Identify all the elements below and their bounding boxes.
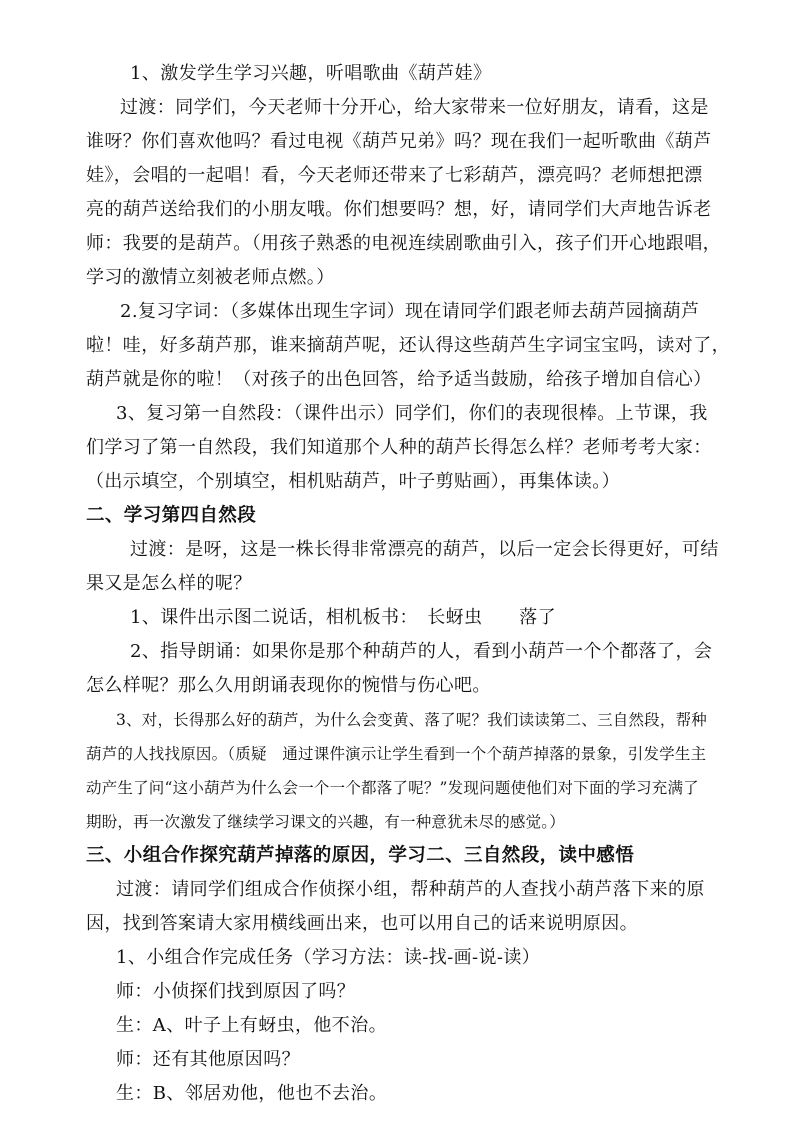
paragraph-line: 1、小组合作完成任务（学习方法：读-找-画-说-读） (116, 947, 541, 968)
paragraph-line: 期盼，再一次激发了继续学习课文的兴趣，有一种意犹未尽的感觉。） (86, 813, 565, 831)
paragraph-line: 1、激发学生学习兴趣，听唱歌曲《葫芦娃》 (130, 63, 492, 84)
paragraph-line: 2.复习字词：（多媒体出现生字词）现在请同学们跟老师去葫芦园摘葫芦 (120, 301, 700, 322)
paragraph-line: 葫芦的人找找原因。（质疑 通过课件演示让学生看到一个个葫芦掉落的景象，引发学生主 (86, 745, 707, 763)
section-heading: 二、学习第四自然段 (86, 505, 257, 526)
dialogue-line: 生：A、叶子上有蚜虫，他不治。 (116, 1015, 387, 1036)
paragraph-line: 啦！哇，好多葫芦那，谁来摘葫芦呢，还认得这些葫芦生字词宝宝吗，读对了， (86, 335, 730, 356)
paragraph-line: 2、指导朗诵：如果你是那个种葫芦的人，看到小葫芦一个个都落了，会 (130, 641, 713, 662)
paragraph-line: 动产生了问“这小葫芦为什么会一个一个都落了呢？”发现问题使他们对下面的学习充满了 (86, 779, 699, 797)
dialogue-line: 师：还有其他原因吗？ (116, 1049, 300, 1070)
paragraph-line: （出示填空，个别填空，相机贴葫芦，叶子剪贴画），再集体读。） (86, 471, 620, 492)
paragraph-line: 1、课件出示图二说话，相机板书： 长蚜虫 落了 (130, 607, 557, 628)
paragraph-line: 果又是怎么样的呢？ (86, 573, 252, 594)
paragraph-line: 娃》，会唱的一起唱！看，今天老师还带来了七彩葫芦，漂亮吗？老师想把漂 (86, 165, 703, 186)
paragraph-line: 亮的葫芦送给我们的小朋友哦。你们想要吗？想，好，请同学们大声地告诉老 (86, 199, 712, 220)
paragraph-line: 谁呀？你们喜欢他吗？看过电视《葫芦兄弟》吗？现在我们一起听歌曲《葫芦 (86, 131, 712, 152)
dialogue-line: 师：小侦探们找到原因了吗？ (116, 981, 356, 1002)
paragraph-line: 们学习了第一自然段，我们知道那个人种的葫芦长得怎么样？老师考考大家： (86, 437, 712, 458)
paragraph-line: 过渡：请同学们组成合作侦探小组，帮种葫芦的人查找小葫芦落下来的原 (116, 879, 705, 900)
paragraph-line: 师：我要的是葫芦。（用孩子熟悉的电视连续剧歌曲引入，孩子们开心地跟唱， (86, 233, 721, 254)
paragraph-line: 学习的激情立刻被老师点燃。） (86, 267, 335, 288)
paragraph-line: 3、复习第一自然段：（课件出示）同学们，你们的表现很棒。上节课，我 (116, 403, 708, 424)
paragraph-line: 过渡：是呀，这是一株长得非常漂亮的葫芦，以后一定会长得更好，可结 (130, 539, 719, 560)
paragraph-line: 怎么样呢？那么久用朗诵表现你的惋惜与伤心吧。 (86, 675, 491, 696)
paragraph-line: 因，找到答案请大家用横线画出来，也可以用自己的话来说明原因。 (86, 913, 638, 934)
paragraph-line: 过渡：同学们，今天老师十分开心，给大家带来一位好朋友，请看，这是 (120, 97, 709, 118)
paragraph-line: 3、对，长得那么好的葫芦，为什么会变黄、落了呢？我们读读第二、三自然段，帮种 (116, 711, 707, 729)
section-heading: 三、小组合作探究葫芦掉落的原因，学习二、三自然段，读中感悟 (86, 845, 635, 866)
paragraph-line: 葫芦就是你的啦！（对孩子的出色回答，给予适当鼓励，给孩子增加自信心） (86, 369, 712, 390)
dialogue-line: 生：B、邻居劝他，他也不去治。 (116, 1083, 388, 1104)
